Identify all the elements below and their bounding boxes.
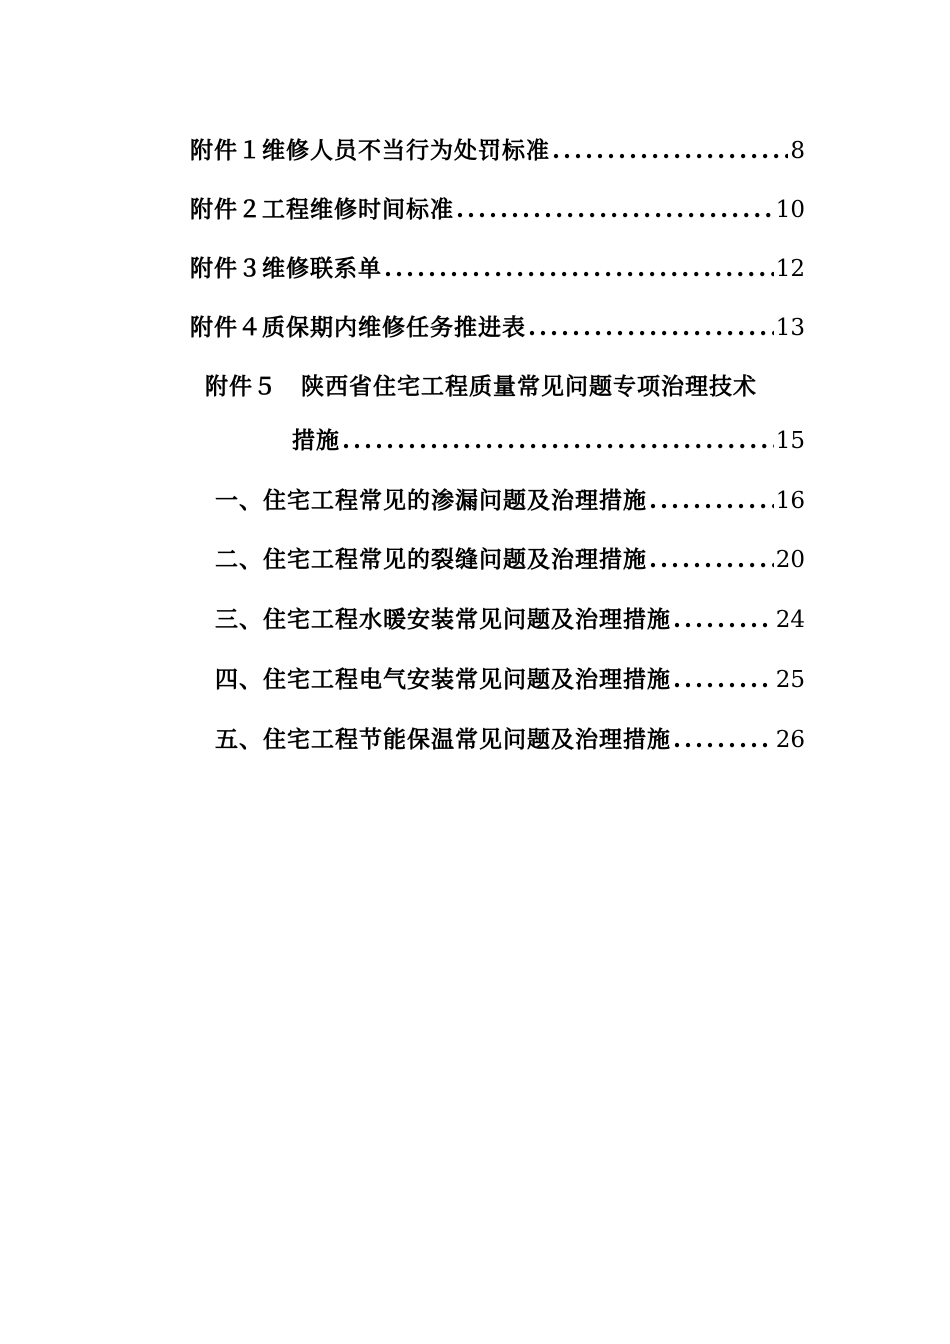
toc-entry-prefix: 附件５	[205, 373, 277, 400]
toc-entry-sub-4[interactable]	[215, 665, 805, 695]
toc-entry-prefix: 附件１	[190, 137, 262, 164]
toc-entry-title: 五、住宅工程节能保温常见问题及治理措施	[215, 726, 671, 753]
toc-dot-leader	[342, 426, 774, 456]
toc-dot-leader	[384, 254, 774, 284]
toc-entry-title: 一、住宅工程常见的渗漏问题及治理措施	[215, 487, 647, 514]
toc-page-number: 8	[790, 138, 805, 164]
toc-page-number: 20	[775, 547, 805, 573]
toc-entry-attachment-4[interactable]	[190, 313, 805, 343]
toc-entry-attachment-2[interactable]	[190, 195, 805, 225]
toc-entry-prefix: 附件２	[190, 196, 262, 223]
toc-entry-title: 陕西省住宅工程质量常见问题专项治理技术	[301, 373, 757, 400]
toc-dot-leader	[552, 136, 788, 166]
toc-page-number: 26	[775, 727, 805, 753]
toc-entry-attachment-1[interactable]	[190, 136, 805, 166]
toc-page-number: 15	[775, 428, 805, 454]
toc-entry-title-continued: 措施	[292, 427, 340, 454]
toc-entry-title: 质保期内维修任务推进表	[262, 314, 526, 341]
toc-page-number: 25	[775, 667, 805, 693]
toc-entry-sub-2[interactable]	[215, 545, 805, 575]
toc-dot-leader	[673, 665, 774, 695]
toc-page-number: 13	[775, 315, 805, 341]
toc-entry-sub-3[interactable]	[215, 605, 805, 635]
toc-dot-leader	[649, 486, 774, 516]
toc-entry-prefix: 附件４	[190, 314, 262, 341]
toc-page-number: 10	[775, 197, 805, 223]
toc-entry-title: 维修联系单	[262, 255, 382, 282]
toc-entry-attachment-5-continued[interactable]	[292, 426, 805, 456]
toc-dot-leader	[649, 545, 774, 575]
toc-page-number: 24	[775, 607, 805, 633]
toc-entry-title: 二、住宅工程常见的裂缝问题及治理措施	[215, 546, 647, 573]
toc-entry-title: 三、住宅工程水暖安装常见问题及治理措施	[215, 606, 671, 633]
toc-entry-title: 工程维修时间标准	[262, 196, 454, 223]
toc-dot-leader	[456, 195, 774, 225]
toc-page-number: 16	[775, 488, 805, 514]
toc-dot-leader	[673, 725, 774, 755]
toc-dot-leader	[673, 605, 774, 635]
toc-entry-title: 四、住宅工程电气安装常见问题及治理措施	[215, 666, 671, 693]
toc-page-number: 12	[775, 256, 805, 282]
toc-entry-sub-1[interactable]	[215, 486, 805, 516]
toc-entry-sub-5[interactable]	[215, 725, 805, 755]
toc-dot-leader	[528, 313, 774, 343]
toc-entry-prefix: 附件３	[190, 255, 262, 282]
toc-entry-title: 维修人员不当行为处罚标准	[262, 137, 550, 164]
toc-entry-attachment-5-heading[interactable]	[205, 372, 757, 402]
toc-entry-attachment-3[interactable]	[190, 254, 805, 284]
